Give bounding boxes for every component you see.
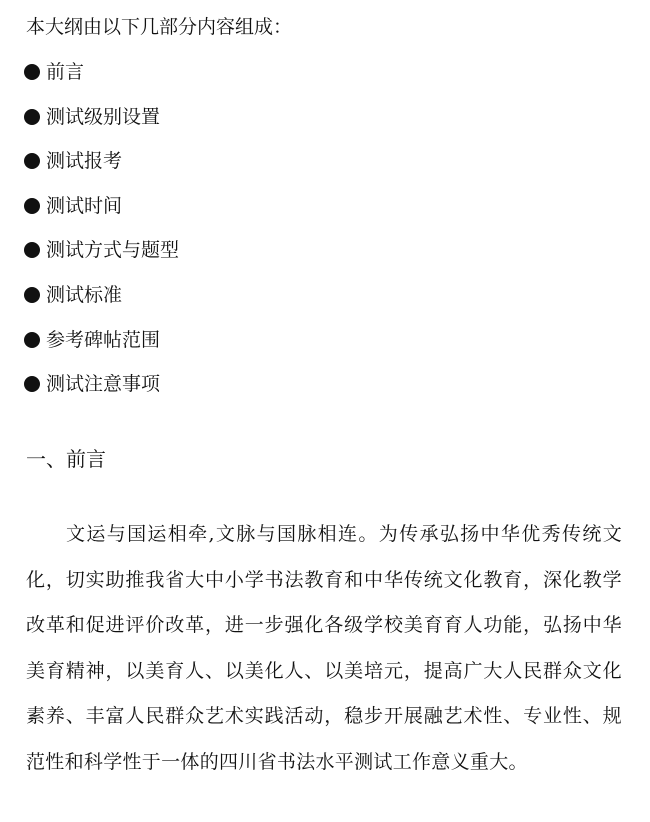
list-item — [24, 193, 179, 238]
bullet-icon — [24, 64, 40, 80]
bullet-icon — [24, 109, 40, 125]
bullet-icon — [24, 332, 40, 348]
list-item — [24, 282, 179, 327]
list-item-label: 测试时间 — [46, 194, 123, 217]
intro-text: 本大纲由以下几部分内容组成： — [26, 16, 293, 38]
bullet-icon — [24, 153, 40, 169]
section-heading: 一、前言 — [26, 447, 106, 471]
bullet-icon — [24, 242, 40, 258]
list-item-label: 参考碑帖范围 — [46, 328, 161, 351]
bullet-icon — [24, 287, 40, 303]
contents-list — [24, 59, 179, 416]
list-item — [24, 371, 179, 416]
section-paragraph: 文运与国运相牵,文脉与国脉相连。为传承弘扬中华优秀传统文化，切实助推我省大中小学书法教育和中华传统文化教育，深化教学改革和促进评价改革，进一步强化各级学校美育育人功能，弘扬中华美育精神，以美育人、以美化人、以美培元，提高广大人民群众文化素养、丰富人民群众艺术实践活动，稳步开展融艺术性、专业性、规范性和科学性于一体的四川省书法水平测试工作意义重大。 — [26, 523, 622, 773]
list-item-label: 前言 — [46, 61, 85, 83]
list-item-label: 测试报考 — [46, 150, 123, 173]
list-item — [24, 104, 179, 149]
list-item-label: 测试级别设置 — [46, 105, 161, 128]
list-item — [24, 327, 179, 372]
list-item-label: 测试注意事项 — [46, 373, 161, 396]
bullet-icon — [24, 198, 40, 214]
list-item — [24, 148, 179, 193]
list-item — [24, 59, 179, 104]
bullet-icon — [24, 376, 40, 392]
list-item-label: 测试方式与题型 — [46, 239, 180, 262]
list-item — [24, 237, 179, 282]
list-item-label: 测试标准 — [46, 283, 123, 306]
